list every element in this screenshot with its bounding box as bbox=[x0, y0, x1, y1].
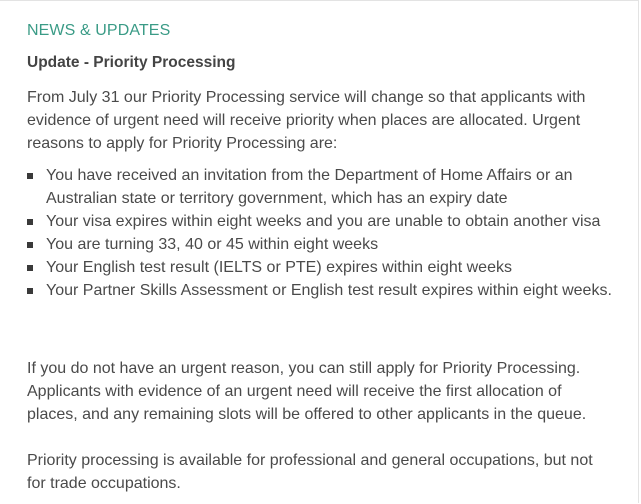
list-item-text: You have received an invitation from the Department of Home Affairs or an Australian state or territory government, which has an expiry date bbox=[46, 167, 573, 207]
list-item bbox=[27, 210, 617, 233]
section-heading: NEWS & UPDATES bbox=[27, 22, 171, 39]
square-bullet-icon bbox=[27, 242, 33, 248]
list-item-text: Your Partner Skills Assessment or English test result expires within eight weeks. bbox=[46, 282, 612, 299]
list-item-text: You are turning 33, 40 or 45 within eight weeks bbox=[46, 236, 379, 253]
square-bullet-icon bbox=[27, 173, 33, 179]
square-bullet-icon bbox=[27, 288, 33, 294]
list-item-text: Your English test result (IELTS or PTE) expires within eight weeks bbox=[46, 259, 512, 276]
square-bullet-icon bbox=[27, 219, 33, 225]
list-item bbox=[27, 256, 617, 279]
urgent-reasons-list bbox=[27, 164, 617, 302]
list-item bbox=[27, 233, 617, 256]
availability-paragraph: Priority processing is available for professional and general occupations, but not for trade occupations. bbox=[27, 452, 593, 492]
list-item-text: Your visa expires within eight weeks and you are unable to obtain another visa bbox=[46, 213, 601, 230]
non-urgent-paragraph: If you do not have an urgent reason, you can still apply for Priority Processing. Applicants with evidence of an urgent need will receive the first allocation of places, and any remaining slots will be offered to other applicants in the queue. bbox=[27, 360, 587, 423]
intro-paragraph: From July 31 our Priority Processing service will change so that applicants with evidence of urgent need will receive priority when places are allocated. Urgent reasons to apply for Priority Processing are: bbox=[27, 89, 586, 152]
update-title: Update - Priority Processing bbox=[27, 54, 236, 71]
list-item bbox=[27, 279, 617, 302]
square-bullet-icon bbox=[27, 265, 33, 271]
list-item bbox=[27, 164, 617, 210]
